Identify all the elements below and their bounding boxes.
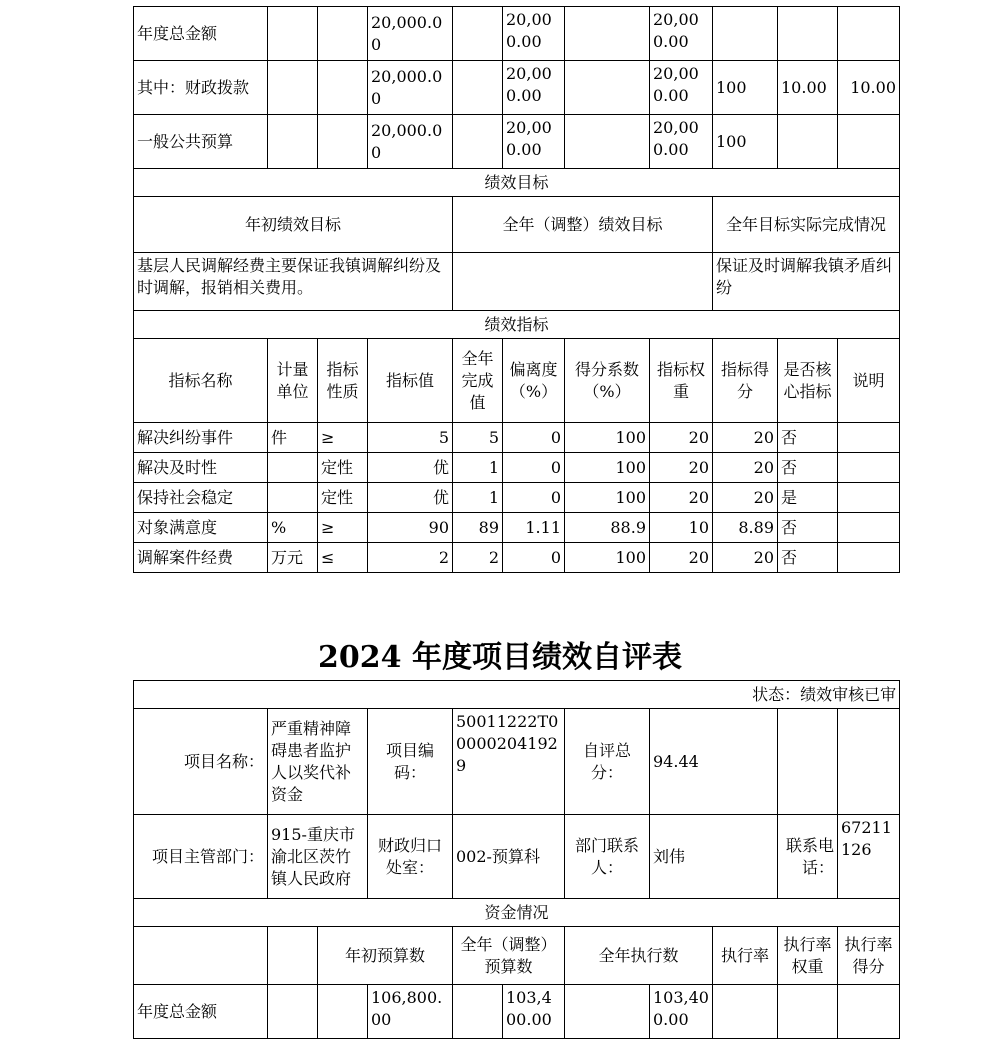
self-score-label: 自评总分： bbox=[565, 709, 650, 815]
performance-table-continued bbox=[133, 6, 900, 573]
goals-section-header: 绩效目标 bbox=[134, 169, 900, 197]
project-info-row bbox=[134, 709, 900, 815]
funds-row bbox=[134, 985, 900, 1039]
ind-completed: 5 bbox=[453, 423, 503, 453]
ind-score: 20 bbox=[713, 423, 778, 453]
goals-col-adjusted: 全年（调整）绩效目标 bbox=[453, 197, 713, 253]
funds-rate: 100 bbox=[713, 61, 778, 115]
ind-weight: 20 bbox=[650, 423, 713, 453]
dept-label: 项目主管部门： bbox=[134, 815, 268, 899]
funds-weight: 10.00 bbox=[778, 61, 838, 115]
ind-coef: 88.9 bbox=[565, 513, 650, 543]
goals-adjusted-text bbox=[453, 253, 713, 311]
ind-col-name: 指标名称 bbox=[134, 339, 268, 423]
funds-score bbox=[838, 115, 900, 169]
ind-completed: 89 bbox=[453, 513, 503, 543]
ind-weight: 20 bbox=[650, 453, 713, 483]
funds-score: 10.00 bbox=[838, 61, 900, 115]
ind-core: 否 bbox=[778, 513, 838, 543]
ind-nature: ≤ bbox=[318, 543, 368, 573]
goals-actual-text: 保证及时调解我镇矛盾纠纷 bbox=[713, 253, 900, 311]
indicator-row bbox=[134, 423, 900, 453]
phone-label: 联系电话： bbox=[778, 815, 838, 899]
funds-budget: 20,000.00 bbox=[368, 61, 453, 115]
funds-section-header: 资金情况 bbox=[134, 899, 900, 927]
funds-rate: 100 bbox=[713, 115, 778, 169]
funds-executed: 20,000.00 bbox=[650, 7, 713, 61]
ind-core: 否 bbox=[778, 543, 838, 573]
ind-value: 5 bbox=[368, 423, 453, 453]
funds-rate bbox=[713, 7, 778, 61]
funds-col-executed: 全年执行数 bbox=[565, 927, 713, 985]
ind-nature: 定性 bbox=[318, 453, 368, 483]
ind-unit bbox=[268, 453, 318, 483]
ind-col-score: 指标得分 bbox=[713, 339, 778, 423]
ind-unit: % bbox=[268, 513, 318, 543]
ind-nature: ≥ bbox=[318, 513, 368, 543]
ind-weight: 20 bbox=[650, 543, 713, 573]
finance: 002-预算科 bbox=[453, 815, 565, 899]
indicator-row bbox=[134, 543, 900, 573]
ind-col-coef: 得分系数（%） bbox=[565, 339, 650, 423]
funds-adjusted: 20,000.00 bbox=[503, 7, 565, 61]
funds-budget: 106,800.00 bbox=[368, 985, 453, 1039]
contact: 刘伟 bbox=[650, 815, 778, 899]
ind-coef: 100 bbox=[565, 423, 650, 453]
indicator-row bbox=[134, 513, 900, 543]
ind-col-value: 指标值 bbox=[368, 339, 453, 423]
ind-nature: 定性 bbox=[318, 483, 368, 513]
ind-core: 否 bbox=[778, 423, 838, 453]
funds-label: 其中：财政拨款 bbox=[134, 61, 268, 115]
funds-row bbox=[134, 61, 900, 115]
ind-deviation: 0 bbox=[503, 453, 565, 483]
funds-header-row bbox=[134, 927, 900, 985]
phone: 67211126 bbox=[838, 815, 900, 899]
goals-initial-text: 基层人民调解经费主要保证我镇调解纠纷及时调解，报销相关费用。 bbox=[134, 253, 453, 311]
department-info-row bbox=[134, 815, 900, 899]
ind-name: 解决纠纷事件 bbox=[134, 423, 268, 453]
ind-value: 2 bbox=[368, 543, 453, 573]
funds-weight bbox=[778, 115, 838, 169]
ind-name: 保持社会稳定 bbox=[134, 483, 268, 513]
ind-score: 20 bbox=[713, 453, 778, 483]
project-code-label: 项目编码： bbox=[368, 709, 453, 815]
ind-deviation: 1.11 bbox=[503, 513, 565, 543]
ind-note bbox=[838, 513, 900, 543]
ind-name: 对象满意度 bbox=[134, 513, 268, 543]
ind-unit: 万元 bbox=[268, 543, 318, 573]
goals-col-actual: 全年目标实际完成情况 bbox=[713, 197, 900, 253]
page-title: 2024 年度项目绩效自评表 bbox=[318, 640, 682, 675]
ind-score: 20 bbox=[713, 483, 778, 513]
ind-note bbox=[838, 483, 900, 513]
goals-col-initial: 年初绩效目标 bbox=[134, 197, 453, 253]
ind-completed: 1 bbox=[453, 483, 503, 513]
ind-col-weight: 指标权重 bbox=[650, 339, 713, 423]
ind-deviation: 0 bbox=[503, 543, 565, 573]
funds-budget: 20,000.00 bbox=[368, 115, 453, 169]
funds-score bbox=[838, 7, 900, 61]
ind-core: 否 bbox=[778, 453, 838, 483]
ind-value: 优 bbox=[368, 453, 453, 483]
ind-value: 90 bbox=[368, 513, 453, 543]
ind-note bbox=[838, 453, 900, 483]
funds-adjusted: 20,000.00 bbox=[503, 61, 565, 115]
status-text: 状态：绩效审核已审 bbox=[134, 681, 900, 709]
ind-deviation: 0 bbox=[503, 483, 565, 513]
ind-nature: ≥ bbox=[318, 423, 368, 453]
ind-col-deviation: 偏离度（%） bbox=[503, 339, 565, 423]
ind-note bbox=[838, 543, 900, 573]
funds-budget: 20,000.00 bbox=[368, 7, 453, 61]
ind-coef: 100 bbox=[565, 453, 650, 483]
funds-col-weight: 执行率权重 bbox=[778, 927, 838, 985]
ind-completed: 2 bbox=[453, 543, 503, 573]
indicator-row bbox=[134, 483, 900, 513]
funds-col-adjusted: 全年（调整）预算数 bbox=[453, 927, 565, 985]
funds-adjusted: 20,000.00 bbox=[503, 115, 565, 169]
funds-weight bbox=[778, 7, 838, 61]
contact-label: 部门联系人： bbox=[565, 815, 650, 899]
funds-adjusted: 103,400.00 bbox=[503, 985, 565, 1039]
funds-label: 年度总金额 bbox=[134, 985, 268, 1039]
ind-coef: 100 bbox=[565, 543, 650, 573]
funds-row bbox=[134, 7, 900, 61]
funds-col-rate: 执行率 bbox=[713, 927, 778, 985]
funds-executed: 20,000.00 bbox=[650, 115, 713, 169]
ind-score: 20 bbox=[713, 543, 778, 573]
funds-label: 一般公共预算 bbox=[134, 115, 268, 169]
funds-executed: 103,400.00 bbox=[650, 985, 713, 1039]
project-name: 严重精神障碍患者监护人以奖代补资金 bbox=[268, 709, 368, 815]
ind-col-unit: 计量单位 bbox=[268, 339, 318, 423]
indicators-header-row bbox=[134, 339, 900, 423]
funds-executed: 20,000.00 bbox=[650, 61, 713, 115]
ind-score: 8.89 bbox=[713, 513, 778, 543]
ind-deviation: 0 bbox=[503, 423, 565, 453]
finance-label: 财政归口处室： bbox=[368, 815, 453, 899]
ind-weight: 20 bbox=[650, 483, 713, 513]
indicator-row bbox=[134, 453, 900, 483]
ind-col-note: 说明 bbox=[838, 339, 900, 423]
project-name-label: 项目名称： bbox=[134, 709, 268, 815]
ind-unit bbox=[268, 483, 318, 513]
indicators-section-header: 绩效指标 bbox=[134, 311, 900, 339]
ind-value: 优 bbox=[368, 483, 453, 513]
ind-name: 解决及时性 bbox=[134, 453, 268, 483]
project-code: 50011222T000002041929 bbox=[453, 709, 565, 815]
ind-col-completed: 全年完成值 bbox=[453, 339, 503, 423]
ind-col-nature: 指标性质 bbox=[318, 339, 368, 423]
funds-label: 年度总金额 bbox=[134, 7, 268, 61]
ind-note bbox=[838, 423, 900, 453]
funds-col-budget: 年初预算数 bbox=[318, 927, 453, 985]
ind-core: 是 bbox=[778, 483, 838, 513]
ind-weight: 10 bbox=[650, 513, 713, 543]
ind-unit: 件 bbox=[268, 423, 318, 453]
funds-row bbox=[134, 115, 900, 169]
ind-col-core: 是否核心指标 bbox=[778, 339, 838, 423]
self-evaluation-table bbox=[133, 680, 900, 1039]
ind-coef: 100 bbox=[565, 483, 650, 513]
funds-col-score: 执行率得分 bbox=[838, 927, 900, 985]
dept: 915-重庆市渝北区茨竹镇人民政府 bbox=[268, 815, 368, 899]
ind-completed: 1 bbox=[453, 453, 503, 483]
self-score: 94.44 bbox=[650, 709, 778, 815]
ind-name: 调解案件经费 bbox=[134, 543, 268, 573]
